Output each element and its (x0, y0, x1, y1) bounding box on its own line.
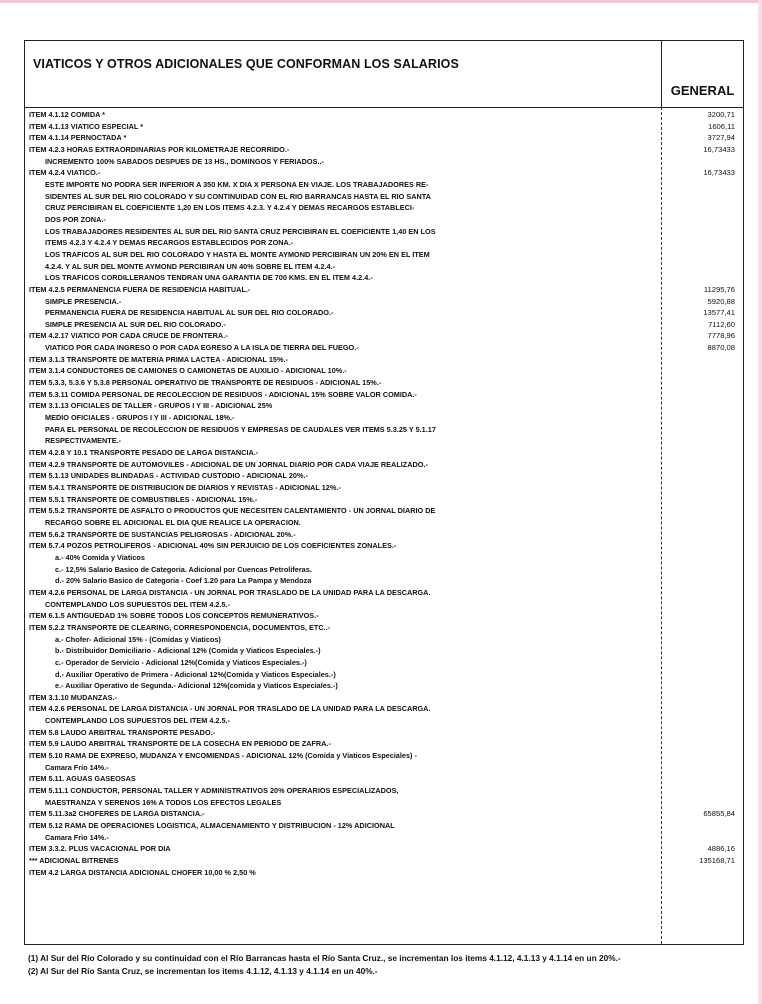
table-row (25, 377, 743, 389)
row-description: ITEM 4.2.17 VIATICO POR CADA CRUCE DE FRONTERA.- (29, 331, 228, 341)
row-description: ITEM 4.2 LARGA DISTANCIA ADICIONAL CHOFER 10,00 % 2,50 % (29, 867, 256, 877)
table-row (25, 214, 743, 226)
table-row (25, 540, 743, 552)
table-row (25, 657, 743, 669)
row-description: ITEM 5.3.11 COMIDA PERSONAL DE RECOLECCION DE RESIDUOS - ADICIONAL 15% SOBRE VALOR COMIDA.- (29, 389, 417, 399)
table-row (25, 109, 743, 121)
table-row (25, 820, 743, 832)
row-description: ITEM 3.1.13 OFICIALES DE TALLER - GRUPOS I Y III - ADICIONAL 25% (29, 401, 273, 411)
row-value: 3727,94 (707, 133, 735, 143)
row-description: ITEM 3.1.3 TRANSPORTE DE MATERIA PRIMA LACTEA - ADICIONAL 15%.- (29, 354, 288, 364)
table-row (25, 482, 743, 494)
row-description: SIMPLE PRESENCIA AL SUR DEL RIO COLORADO.- (45, 319, 226, 329)
table-row (25, 330, 743, 342)
table-row (25, 867, 743, 879)
table-row (25, 319, 743, 331)
table-row (25, 284, 743, 296)
row-description: RECARGO SOBRE EL ADICIONAL EL DIA QUE REALICE LA OPERACION. (45, 517, 301, 527)
table-row (25, 680, 743, 692)
table-row (25, 447, 743, 459)
table-row (25, 750, 743, 762)
table-row (25, 226, 743, 238)
row-description: ITEM 5.10 RAMA DE EXPRESO, MUDANZA Y ENCOMIENDAS - ADICIONAL 12% (Comida y Viaticos Especiales) - (29, 751, 417, 761)
table-row (25, 191, 743, 203)
table-row (25, 307, 743, 319)
row-description: LOS TRABAJADORES RESIDENTES AL SUR DEL RIO SANTA CRUZ PERCIBIRAN EL COEFICIENTE 1,40 EN LOS (45, 226, 436, 236)
row-description: Camara Frio 14%.- (45, 832, 109, 842)
row-description: PARA EL PERSONAL DE RECOLECCION DE RESIDUOS Y EMPRESAS DE CAUDALES VER ITEMS 5.3.25 Y 5.1.17 (45, 424, 436, 434)
table-row (25, 249, 743, 261)
table-row (25, 587, 743, 599)
row-description: d.- Auxiliar Operativo de Primera - Adicional 12%(Comida y Viaticos Especiales.-) (55, 669, 336, 679)
row-description: VIATICO POR CADA INGRESO O POR CADA EGRESO A LA ISLA DE TIERRA DEL FUEGO.- (45, 343, 359, 353)
row-description: ITEM 5.6.2 TRANSPORTE DE SUSTANCIAS PELIGROSAS - ADICIONAL 20%.- (29, 529, 296, 539)
table-row (25, 855, 743, 867)
page-right-edge (758, 0, 762, 1004)
table-row (25, 634, 743, 646)
table-row (25, 389, 743, 401)
footnote-2: (2) Al Sur del Río Santa Cruz, se incrementan los items 4.1.12, 4.1.13 y 4.1.14 en un 40%.- (28, 966, 378, 976)
table-row (25, 797, 743, 809)
row-description: ITEM 5.8 LAUDO ARBITRAL TRANSPORTE PESADO.- (29, 727, 216, 737)
row-description: ITEM 4.2.5 PERMANENCIA FUERA DE RESIDENCIA HABITUAL.- (29, 284, 251, 294)
table-row (25, 785, 743, 797)
row-description: a.- 40% Comida y Viaticos (55, 552, 145, 562)
table-row (25, 832, 743, 844)
row-description: *** ADICIONAL BITRENES (29, 856, 119, 865)
table-row (25, 715, 743, 727)
row-description: d.- 20% Salario Basico de Categoria - Coef 1.20 para La Pampa y Mendoza (55, 576, 312, 586)
row-description: ITEM 4.2.8 Y 10.1 TRANSPORTE PESADO DE LARGA DISTANCIA.- (29, 448, 259, 458)
row-description: ITEM 4.2.3 HORAS EXTRAORDINARIAS POR KILOMETRAJE RECORRIDO.- (29, 144, 290, 154)
table-row (25, 599, 743, 611)
row-value: 5920,88 (707, 296, 735, 306)
table-row (25, 121, 743, 133)
table-row (25, 808, 743, 820)
table-row (25, 529, 743, 541)
row-description: LOS TRAFICOS CORDILLERANOS TENDRAN UNA GARANTIA DE 700 KMS. EN EL ITEM 4.2.4.- (45, 273, 373, 283)
row-value: 8870,08 (707, 343, 735, 353)
row-value: 16,73433 (703, 144, 735, 154)
table-row (25, 412, 743, 424)
table-row (25, 261, 743, 273)
table-row (25, 692, 743, 704)
row-description: MAESTRANZA Y SERENOS 16% A TODOS LOS EFECTOS LEGALES (45, 797, 282, 807)
row-description: ITEM 3.1.4 CONDUCTORES DE CAMIONES O CAMIONETAS DE AUXILIO - ADICIONAL 10%.- (29, 366, 347, 376)
row-value: 7778,96 (707, 331, 735, 341)
table-row (25, 296, 743, 308)
row-description: ITEM 4.2.9 TRANSPORTE DE AUTOMOVILES - ADICIONAL DE UN JORNAL DIARIO POR CADA VIAJE REALIZADO.- (29, 459, 428, 469)
row-description: ITEM 4.2.6 PERSONAL DE LARGA DISTANCIA - UN JORNAL POR TRASLADO DE LA UNIDAD PARA LA DESCARGA. (29, 587, 431, 597)
row-description: MEDIO OFICIALES - GRUPOS I Y III - ADICIONAL 18%.- (45, 413, 235, 423)
row-description: ITEM 3.1.10 MUDANZAS.- (29, 692, 117, 702)
table-row (25, 144, 743, 156)
row-description: DOS POR ZONA.- (45, 214, 106, 224)
row-description: ITEM 5.12 RAMA DE OPERACIONES LOGISTICA, ALMACENAMIENTO Y DISTRIBUCION - 12% ADICIONAL (29, 821, 395, 831)
salary-table (24, 40, 744, 945)
row-description: SIMPLE PRESENCIA.- (45, 296, 122, 306)
table-row (25, 645, 743, 657)
row-description: CONTEMPLANDO LOS SUPUESTOS DEL ITEM 4.2.5.- (45, 716, 231, 726)
row-description: ITEM 5.5.1 TRANSPORTE DE COMBUSTIBLES - ADICIONAL 15%.- (29, 494, 258, 504)
row-description: ITEM 5.4.1 TRANSPORTE DE DISTRIBUCION DE DIARIOS Y REVISTAS - ADICIONAL 12%.- (29, 483, 341, 492)
table-row (25, 459, 743, 471)
row-value: 1606,11 (708, 121, 735, 131)
row-description: ITEMS 4.2.3 Y 4.2.4 Y DEMAS RECARGOS ESTABLECIDOS POR ZONA.- (45, 238, 294, 248)
table-row (25, 703, 743, 715)
footnote-1: (1) Al Sur del Río Colorado y su continuidad con el Río Barrancas hasta el Río Santa Cruz., se incrementan los items 4.1.12, 4.1.13 y 4.1.14 en un 20%.- (28, 953, 621, 963)
row-description: RESPECTIVAMENTE.- (45, 436, 122, 446)
row-description: PERMANENCIA FUERA DE RESIDENCIA HABITUAL AL SUR DEL RIO COLORADO.- (45, 308, 334, 318)
row-value: 16,73433 (703, 168, 735, 178)
table-row (25, 505, 743, 517)
row-value: 3200,71 (707, 110, 735, 119)
row-description: ITEM 5.11.3a2 CHOFERES DE LARGA DISTANCIA.- (29, 809, 205, 819)
row-description: ITEM 5.9 LAUDO ARBITRAL TRANSPORTE DE LA COSECHA EN PERIODO DE ZAFRA.- (29, 739, 331, 749)
table-row (25, 272, 743, 284)
table-row (25, 564, 743, 576)
row-description: c.- 12,5% Salario Basico de Categoria. Adicional por Cuencas Petroliferas. (55, 564, 312, 574)
row-description: Camara Frio 14%.- (45, 762, 109, 772)
table-row (25, 575, 743, 587)
row-value: 11295,76 (703, 284, 735, 294)
row-description: ESTE IMPORTE NO PODRA SER INFERIOR A 350 KM. X DIA X PERSONA EN VIAJE. LOS TRABAJADORES RE- (45, 179, 429, 189)
row-description: ITEM 4.2.6 PERSONAL DE LARGA DISTANCIA - UN JORNAL POR TRASLADO DE LA UNIDAD PARA LA DESCARGA. (29, 704, 431, 714)
row-description: ITEM 4.1.13 VIATICO ESPECIAL * (29, 121, 144, 131)
table-row (25, 156, 743, 168)
table-header (25, 41, 743, 108)
table-row (25, 773, 743, 785)
row-description: SIDENTES AL SUR DEL RIO COLORADO Y SU CONTINUIDAD CON EL RIO BARRANCAS HASTA EL RIO SANTA (45, 191, 431, 201)
table-row (25, 202, 743, 214)
column-header-general: GENERAL (670, 83, 735, 98)
row-description: ITEM 6.1.5 ANTIGUEDAD 1% SOBRE TODOS LOS CONCEPTOS REMUNERATIVOS.- (29, 611, 319, 621)
row-description: ITEM 5.1.13 UNIDADES BLINDADAS - ACTIVIDAD CUSTODIO - ADICIONAL 20%.- (29, 471, 308, 481)
row-description: INCREMENTO 100% SABADOS DESPUES DE 13 HS., DOMINGOS Y FERIADOS..- (45, 156, 324, 166)
table-row (25, 354, 743, 366)
table-row (25, 610, 743, 622)
row-value: 135168,71 (699, 856, 735, 865)
table-row (25, 342, 743, 354)
row-value: 65855,84 (703, 809, 735, 819)
row-description: c.- Operador de Servicio - Adicional 12%(Comida y Viaticos Especiales.-) (55, 657, 307, 667)
table-row (25, 762, 743, 774)
row-description: ITEM 4.1.14 PERNOCTADA * (29, 133, 127, 143)
table-row (25, 132, 743, 144)
table-row (25, 179, 743, 191)
table-row (25, 843, 743, 855)
row-description: ITEM 5.11.1 CONDUCTOR, PERSONAL TALLER Y ADMINISTRATIVOS 20% OPERARIOS ESPECIALIZADOS, (29, 786, 399, 796)
table-row (25, 622, 743, 634)
row-value: 13577,41 (703, 308, 735, 318)
row-description: e.- Auxiliar Operativo de Segunda.- Adicional 12%(comida y Viaticos Especiales.-) (55, 681, 338, 691)
row-description: ITEM 4.2.4 VIATICO.- (29, 168, 101, 178)
row-description: ITEM 4.1.12 COMIDA * (29, 110, 105, 119)
row-description: ITEM 5.3.3, 5.3.6 Y 5.3.8 PERSONAL OPERATIVO DE TRANSPORTE DE RESIDUOS - ADICIONAL 15%.- (29, 378, 382, 388)
row-description: LOS TRAFICOS AL SUR DEL RIO COLORADO Y HASTA EL MONTE AYMOND PERCIBIRAN UN 20% EN EL ITEM (45, 249, 430, 259)
table-row (25, 517, 743, 529)
table-body (25, 109, 743, 878)
footnotes (28, 952, 738, 978)
table-row (25, 237, 743, 249)
table-row (25, 400, 743, 412)
row-value: 4886,16 (707, 844, 735, 854)
table-title: VIATICOS Y OTROS ADICIONALES QUE CONFORMAN LOS SALARIOS (33, 57, 459, 71)
table-row (25, 669, 743, 681)
row-description: CONTEMPLANDO LOS SUPUESTOS DEL ITEM 4.2.5.- (45, 599, 231, 609)
row-description: b.- Distribuidor Domiciliario - Adicional 12% (Comida y Viaticos Especiales.-) (55, 646, 321, 656)
row-description: ITEM 3.3.2. PLUS VACACIONAL POR DIA (29, 844, 171, 854)
row-description: ITEM 5.2.2 TRANSPORTE DE CLEARING, CORRESPONDENCIA, DOCUMENTOS, ETC..- (29, 622, 331, 632)
row-description: CRUZ PERCIBIRAN EL COEFICIENTE 1,20 EN LOS ITEMS 4.2.3. Y 4.2.4 Y DEMAS RECARGOS ESTABLECI- (45, 203, 415, 213)
table-row (25, 738, 743, 750)
table-row (25, 470, 743, 482)
row-description: a.- Chofer- Adicional 15% - (Comidas y Viaticos) (55, 634, 221, 644)
table-row (25, 365, 743, 377)
table-row (25, 424, 743, 436)
row-description: ITEM 5.7.4 POZOS PETROLIFEROS - ADICIONAL 40% SIN PERJUICIO DE LOS COEFICIENTES ZONALES.- (29, 541, 397, 551)
table-row (25, 552, 743, 564)
row-description: ITEM 5.11. AGUAS GASEOSAS (29, 774, 136, 784)
table-row (25, 494, 743, 506)
table-row (25, 167, 743, 179)
row-description: 4.2.4. Y AL SUR DEL MONTE AYMOND PERCIBIRAN UN 40% SOBRE EL ITEM 4.2.4.- (45, 261, 336, 271)
table-row (25, 727, 743, 739)
table-row (25, 435, 743, 447)
row-description: ITEM 5.5.2 TRANSPORTE DE ASFALTO O PRODUCTOS QUE NECESITEN CALENTAMIENTO - UN JORNAL DIARIO DE (29, 506, 436, 516)
page-top-edge (0, 0, 762, 3)
row-value: 7112,60 (708, 319, 735, 329)
